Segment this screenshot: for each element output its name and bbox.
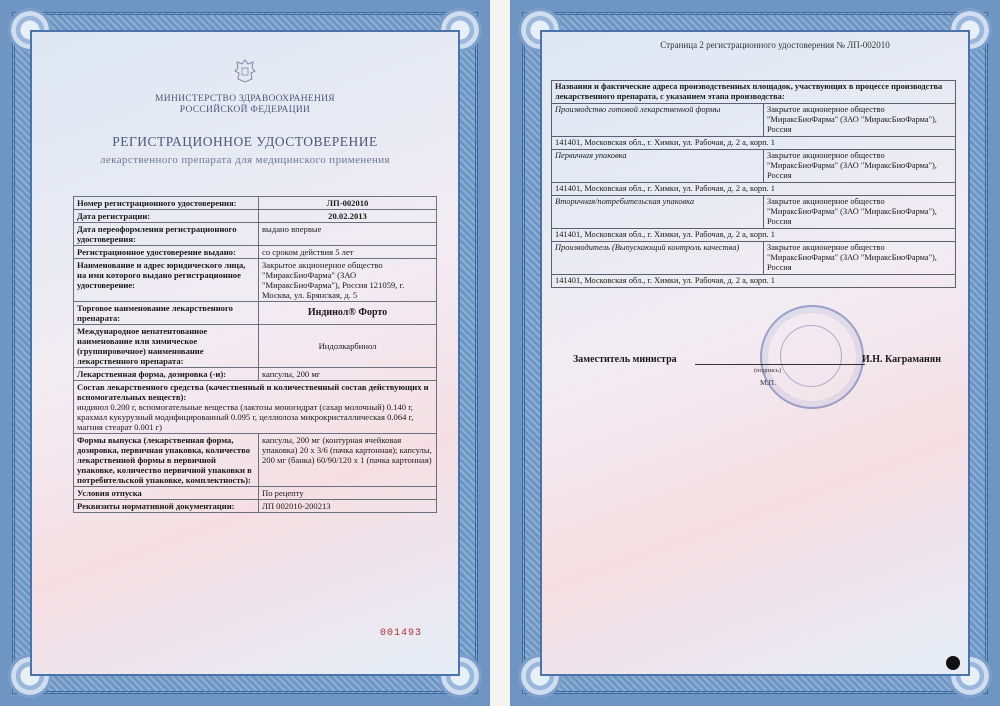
table-row [74,500,437,513]
production-sites-table [551,80,956,288]
field-label: Лекарственная форма, дозировка (-и): [74,368,259,381]
table-row [552,229,956,242]
composition-text: индинол 0.200 г, вспомогательные вещества (лактозы моногидрат (сахар молочный) 0.140 г, крахмал кукурузный модифицированный 0.095 г, целлюлоза микрокристаллическая 0.064 г, магния стеарат 0.001 г) [77,402,414,432]
table-header-row [552,81,956,104]
coat-of-arms-icon [234,58,256,84]
signature-caption: (подпись) [754,367,781,374]
field-label: Торговое наименование лекарственного препарата: [74,302,259,325]
table-row [74,487,437,500]
table-row [74,325,437,368]
official-seal-icon [760,305,864,409]
field-value: Индолкарбинол [259,325,437,368]
table-row [552,196,956,229]
table-row [74,197,437,210]
composition-label: Состав лекарственного средства (качественный и количественный состав действующих и вспомогательных веществ): [77,382,429,402]
field-label: Номер регистрационного удостоверения: [74,197,259,210]
table-row [552,242,956,275]
production-stage: Вторичная/потребительская упаковка [552,196,764,229]
certificate-title: РЕГИСТРАЦИОННОЕ УДОСТОВЕРЕНИЕ [112,134,378,149]
site-address: 141401, Московская обл., г. Химки, ул. Рабочая, д. 2 а, корп. 1 [552,275,956,288]
field-value: ЛП-002010 [259,197,437,210]
certificate-page-1 [0,0,490,706]
signer-title: Заместитель министра [573,354,677,365]
field-label: Наименование и адрес юридического лица, на имя которого выдано регистрационное удостоверение: [74,259,259,302]
site-address: 141401, Московская обл., г. Химки, ул. Рабочая, д. 2 а, корп. 1 [552,229,956,242]
signer-name: И.Н. Каграманян [862,354,941,365]
field-value: капсулы, 200 мг [259,368,437,381]
site-address: 141401, Московская обл., г. Химки, ул. Рабочая, д. 2 а, корп. 1 [552,183,956,196]
trade-name: Индинол® Форто [259,302,437,325]
field-value: По рецепту [259,487,437,500]
field-value: Закрытое акционерное общество "МираксБиоФарма" (ЗАО "МираксБиоФарма"), Россия 121059, г. Москва, ул. Брянская, д. 5 [259,259,437,302]
site-address: 141401, Московская обл., г. Химки, ул. Рабочая, д. 2 а, корп. 1 [552,137,956,150]
signature-line [695,364,865,365]
organization-name: Закрытое акционерное общество "МираксБиоФарма" (ЗАО "МираксБиоФарма"), Россия [764,242,956,275]
table-row [74,223,437,246]
field-label: Формы выпуска (лекарственная форма, дозировка, первичная упаковка, количество лекарственной формы в первичной упаковке, количество первичной упаковки в потребительской упаковке, комплектность): [74,434,259,487]
ministry-name [60,94,430,116]
field-value: ЛП 002010-200213 [259,500,437,513]
field-label: Международное непатентованное наименование или химическое (группировочное) наименование лекарственного препарата: [74,325,259,368]
field-value: капсулы, 200 мг (контурная ячейковая упаковка) 20 х 3/6 (пачка картонная); капсулы, 200 мг (банка) 60/90/120 х 1 (пачка картонная) [259,434,437,487]
table-row [74,368,437,381]
table-row [74,302,437,325]
table-row [74,381,437,434]
ministry-line-2: РОССИЙСКОЙ ФЕДЕРАЦИИ [179,105,311,115]
field-label: Регистрационное удостоверение выдано: [74,246,259,259]
serial-number: 001493 [380,628,423,639]
table-row [74,434,437,487]
field-value: выдано впервые [259,223,437,246]
table-row [552,183,956,196]
field-label: Дата регистрации: [74,210,259,223]
seal-place-label: М.П. [760,378,776,387]
table-row [74,210,437,223]
production-stage: Производство готовой лекарственной формы [552,104,764,137]
table-row [74,259,437,302]
punch-hole-icon [946,656,960,670]
certificate-details-table [73,196,437,513]
production-stage: Первичная упаковка [552,150,764,183]
table-row [552,104,956,137]
page-header: Страница 2 регистрационного удостоверения № ЛП-002010 [660,40,890,50]
table-row [552,150,956,183]
organization-name: Закрытое акционерное общество "МираксБиоФарма" (ЗАО "МираксБиоФарма"), Россия [764,150,956,183]
field-value: 20.02.2013 [259,210,437,223]
table-header: Названия и фактические адреса производственных площадок, участвующих в процессе производства лекарственного препарата, с указанием этапа производства: [552,81,956,104]
table-row [552,137,956,150]
field-label: Условия отпуска [74,487,259,500]
organization-name: Закрытое акционерное общество "МираксБиоФарма" (ЗАО "МираксБиоФарма"), Россия [764,196,956,229]
ministry-line-1: МИНИСТЕРСТВО ЗДРАВООХРАНЕНИЯ [155,94,335,104]
organization-name: Закрытое акционерное общество "МираксБиоФарма" (ЗАО "МираксБиоФарма"), Россия [764,104,956,137]
production-stage: Производитель (Выпускающий контроль качества) [552,242,764,275]
field-value: со сроком действия 5 лет [259,246,437,259]
certificate-subtitle: лекарственного препарата для медицинского применения [99,154,390,166]
table-row [552,275,956,288]
composition-cell [74,381,437,434]
field-label: Дата переоформления регистрационного удостоверения: [74,223,259,246]
field-label: Реквизиты нормативной документации: [74,500,259,513]
table-row [74,246,437,259]
certificate-page-2 [510,0,1000,706]
